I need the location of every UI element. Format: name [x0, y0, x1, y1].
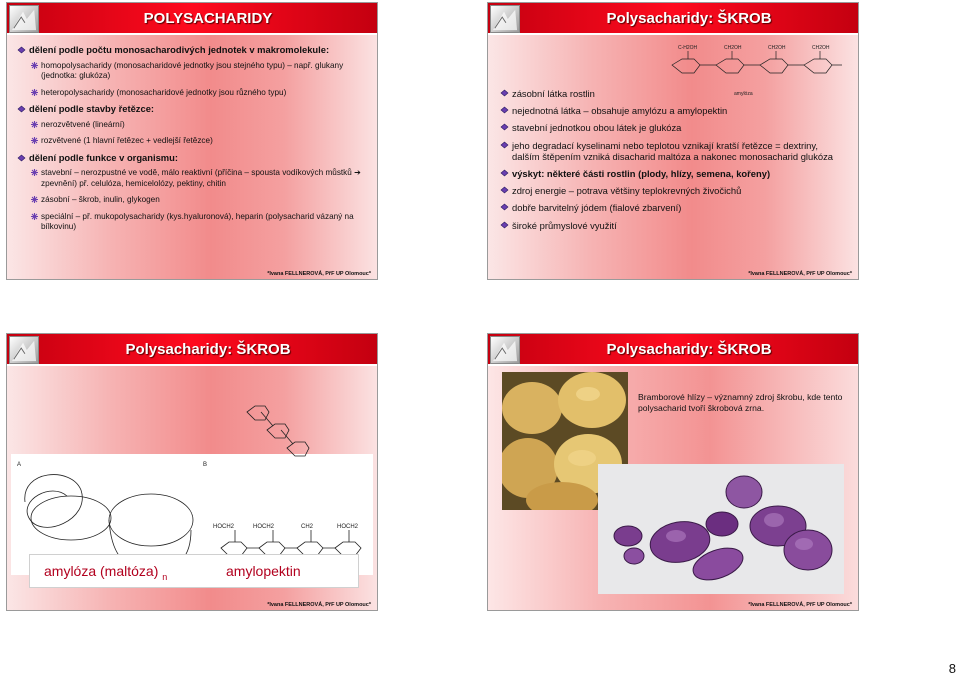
diamond-bullet-icon: [17, 154, 26, 162]
star-bullet-icon: [31, 89, 38, 96]
diamond-bullet-icon: [500, 186, 509, 194]
star-bullet-icon: [31, 121, 38, 128]
heading-bullet-item: [15, 104, 367, 115]
corner-logo-icon: [9, 5, 39, 33]
bullet-text: dělení podle počtu monosacharodivých jednotek v makromolekule:: [29, 44, 330, 55]
diamond-bullet-icon: [500, 203, 509, 211]
diamond-bullet-icon: [17, 105, 26, 113]
diamond-bullet-icon: [500, 141, 509, 149]
bullet-text: rozvětvené (1 hlavní řetězec + vedlejší řetězce): [41, 136, 213, 145]
bullet-text: homopolysacharidy (monosacharidové jednotky jsou stejného typu) – např. glukany (jednotka: glukóza): [41, 60, 344, 80]
sub-bullet-item: [15, 195, 367, 206]
chem-group-label: HOCH2: [337, 524, 359, 530]
bullet-text: nejednotná látka – obsahuje amylózu a amylopektin: [512, 105, 728, 117]
bullet-text: stavební – nerozpustné ve vodě, málo reaktivní (příčina – spousta vodíkových můstků ➔ zpevnění) př. celulóza, hemicelolózy, pektiny, chitin: [41, 168, 361, 188]
slide-title: POLYSACHARIDY: [143, 10, 273, 27]
bullet-item: [500, 140, 846, 162]
slide-title: Polysacharidy: ŠKROB: [606, 10, 772, 27]
sub-bullet-item: [15, 136, 367, 147]
corner-logo-icon: [9, 336, 39, 364]
heading-bullet-item: [15, 45, 367, 56]
chem-caption: amylóza: [734, 91, 753, 97]
slide-title: Polysacharidy: ŠKROB: [606, 341, 772, 358]
bullet-item: [500, 88, 846, 99]
slide-body: [500, 88, 846, 237]
sub-bullet-item: [15, 120, 367, 131]
bullet-text: stavební jednotkou obou látek je glukóza: [512, 122, 682, 134]
heading-bullet-item: [15, 153, 367, 164]
slide-footer: *Ivana FELLNEROVÁ, PřF UP Olomouc*: [267, 602, 371, 608]
slide-skrob-structures: [6, 333, 378, 611]
structure-label-a: A: [17, 462, 22, 468]
slide-title: Polysacharidy: ŠKROB: [125, 341, 291, 358]
star-bullet-icon: [31, 213, 38, 220]
sub-bullet-item: [15, 88, 367, 99]
slide-polysacharidy: [6, 2, 378, 280]
photo-description: Bramborové hlízy – významný zdroj škrobu, kde tento polysacharid tvoří škrobová zrna.: [638, 392, 843, 413]
structure-label-b: B: [203, 462, 208, 468]
page-number: 8: [948, 661, 956, 676]
bullet-item: [500, 122, 846, 133]
chem-group-label: CH2OH: [724, 45, 742, 51]
slide-footer: *Ivana FELLNEROVÁ, PřF UP Olomouc*: [267, 271, 371, 277]
bullet-text: zásobní látka rostlin: [512, 88, 595, 99]
bullet-text: zásobní – škrob, inulin, glykogen: [41, 195, 160, 204]
starch-structures-diagram: [11, 370, 373, 575]
chem-group-label: C-H2OH: [678, 45, 698, 51]
bullet-text: dobře barvitelný jódem (fialové zbarvení): [512, 202, 682, 214]
star-bullet-icon: [31, 169, 38, 176]
slide-skrob-text: [487, 2, 859, 280]
slide-body: [15, 45, 367, 239]
diamond-bullet-icon: [500, 169, 509, 177]
diamond-bullet-icon: [500, 89, 509, 97]
chem-group-label: CH2: [301, 524, 314, 530]
bullet-text: dělení podle stavby řetězce:: [29, 103, 155, 114]
bullet-item: [500, 202, 846, 213]
bullet-item: [500, 220, 846, 231]
caption-amylopectin: amylopektin: [226, 563, 301, 579]
corner-logo-icon: [490, 5, 520, 33]
sub-bullet-item: [15, 168, 367, 189]
bullet-item: [500, 105, 846, 116]
starch-grains-micrograph: [598, 464, 844, 594]
slide-footer: *Ivana FELLNEROVÁ, PřF UP Olomouc*: [748, 271, 852, 277]
caption-box: [29, 554, 359, 588]
chem-group-label: HOCH2: [253, 524, 275, 530]
star-bullet-icon: [31, 62, 38, 69]
diamond-bullet-icon: [500, 106, 509, 114]
bullet-text: jeho degradací kyselinami nebo teplotou vznikají kratší řetězce = dextriny, dalším štěpením vzniká disacharid maltóza a nakonec monosacharid glukóza: [512, 139, 834, 162]
bullet-text: dělení podle funkce v organismu:: [29, 151, 178, 163]
bullet-text: speciální – př. mukopolysacharidy (kys.hyaluronová), heparin (polysacharid vázaný na bílkovinu): [41, 211, 354, 231]
bullet-text: heteropolysacharidy (monosacharidové jednotky jsou různého typu): [41, 87, 287, 97]
star-bullet-icon: [31, 137, 38, 144]
sub-bullet-item: [15, 61, 367, 82]
chem-group-label: HOCH2: [213, 524, 235, 530]
corner-logo-icon: [490, 336, 520, 364]
diamond-bullet-icon: [17, 46, 26, 54]
bullet-text: zdroj energie – potrava většiny teplokrevných živočichů: [512, 185, 742, 197]
slide-skrob-photos: [487, 333, 859, 611]
chem-group-label: CH2OH: [812, 45, 830, 51]
bullet-text: široké průmyslové využití: [512, 219, 617, 231]
diamond-bullet-icon: [500, 123, 509, 131]
bullet-item: [500, 168, 846, 179]
sub-bullet-item: [15, 212, 367, 233]
bullet-item: [500, 185, 846, 196]
star-bullet-icon: [31, 196, 38, 203]
slide-footer: *Ivana FELLNEROVÁ, PřF UP Olomouc*: [748, 602, 852, 608]
bullet-text: výskyt: některé části rostlin (plody, hlízy, semena, kořeny): [512, 168, 771, 180]
chem-group-label: CH2OH: [768, 45, 786, 51]
caption-amylose: amylóza (maltóza) $_n$: [44, 563, 168, 582]
bullet-text: nerozvětvené (lineární): [41, 119, 125, 129]
diamond-bullet-icon: [500, 221, 509, 229]
